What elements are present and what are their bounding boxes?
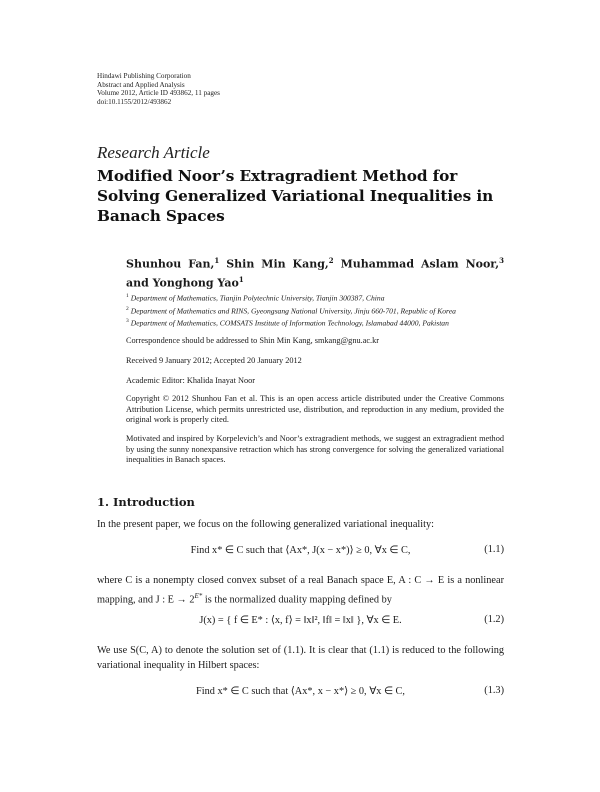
journal-name: Abstract and Applied Analysis [97,80,185,89]
author-affil-mark: 3 [499,256,504,265]
author-affil-mark: 1 [214,256,220,265]
affiliation [126,291,504,304]
affiliations [126,291,504,329]
copyright-notice: Copyright © 2012 Shunhou Fan et al. This is an open access article distributed under the Creative Commons Attribution License, which permits unrestricted use, distribution, and reproduction in any medium, provided the original work is properly cited. [126,394,504,424]
abstract: Motivated and inspired by Korpelevich’s and Noor’s extragradient methods, we suggest an extragradient method by using the sunny nonexpansive retraction which has strong convergence for solving the generalized variational inequalities in Banach spaces. [126,434,504,464]
superscript: E* [194,591,203,600]
doi[interactable]: doi:10.1155/2012/493862 [97,97,172,106]
affiliation-number: 2 [126,305,129,312]
affiliation [126,304,504,317]
affiliation-text: Department of Mathematics and RINS, Gyeongsang National University, Jinju 660-701, Republic of Korea [130,306,456,316]
journal-header [97,72,220,106]
equation-number: (1.2) [484,614,504,625]
equation-body: Find x* ∈ C such that ⟨Ax*, J(x − x*)⟩ ≥ 0, ∀x ∈ C, [190,545,411,556]
intro-paragraph: In the present paper, we focus on the following generalized variational inequality: [97,519,434,530]
body-paragraph [97,574,504,607]
affiliation-number: 1 [126,293,129,299]
publisher: Hindawi Publishing Corporation [97,72,191,80]
equation [97,544,504,566]
author-affil-mark: 2 [328,256,334,265]
author-affil-mark: 1 [238,274,244,284]
paragraph-text: where C is a nonempty closed convex subset of a real Banach space E, A : C → E is a nonlinear mapping, and J : E → 2 [97,575,504,605]
author: and Yonghong Yao [126,276,239,290]
article-type: Research Article [97,143,210,162]
volume-info: Volume 2012, Article ID 493862, 11 pages [97,89,220,98]
equation-number: (1.3) [484,685,504,696]
body-paragraph: We use S(C, A) to denote the solution set of (1.1). It is clear that (1.1) is reduced to the following variational inequality in Hilbert spaces: [97,645,504,671]
affiliation-number: 3 [126,318,129,325]
received-dates: Received 9 January 2012; Accepted 20 January 2012 [126,356,302,365]
author: Muhammad Aslam Noor, [340,257,500,271]
paper-title: Modified Noor’s Extragradient Method for Solving Generalized Variational Inequalities in Banach Spaces [97,167,494,225]
author: Shin Min Kang, [226,257,329,271]
equation-number: (1.1) [484,544,504,555]
academic-editor: Academic Editor: Khalida Inayat Noor [126,376,256,385]
equation [97,685,504,707]
author: Shunhou Fan, [126,257,215,271]
affiliation-text: Department of Mathematics, Tianjin Polytechnic University, Tianjin 300387, China [130,293,385,303]
paragraph-text: is the normalized duality mapping defined by [202,593,392,605]
section-heading: 1. Introduction [97,495,195,509]
equation-body: Find x* ∈ C such that ⟨Ax*, x − x*⟩ ≥ 0, ∀x ∈ C, [196,686,405,697]
affiliation-text: Department of Mathematics, COMSATS Institute of Information Technology, Islamabad 44000, Pakistan [130,318,449,328]
equation-body: J(x) = { f ∈ E* : ⟨x, f⟩ = ‖x‖², ‖f‖ = ‖x‖ }, ∀x ∈ E. [199,615,402,626]
correspondence: Correspondence should be addressed to Shin Min Kang, smkang@gnu.ac.kr [126,336,380,345]
affiliation [126,316,504,329]
equation [97,614,504,636]
author-list [126,253,504,290]
